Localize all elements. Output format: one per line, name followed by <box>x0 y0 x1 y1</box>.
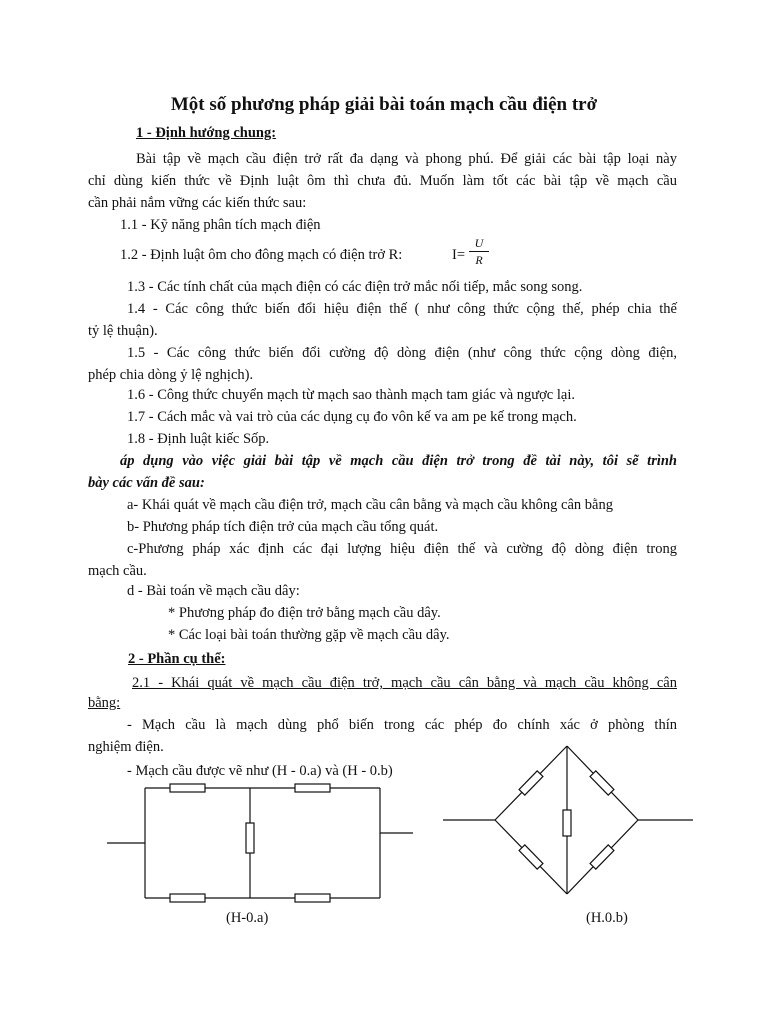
intro-line-2: chỉ dùng kiến thức về Định luật ôm thì chưa đủ. Muốn làm tốt các bài tập về mạch cầu <box>88 173 677 189</box>
page-title: Một số phương pháp giải bài toán mạch cầu điện trở <box>170 94 598 115</box>
intro-line-3: cần phải nắm vững các kiến thức sau: <box>88 195 307 211</box>
item-1-3: 1.3 - Các tính chất của mạch điện có các điện trở mắc nối tiếp, mắc song song. <box>127 279 583 295</box>
item-1-8: 1.8 - Định luật kiếc Sốp. <box>127 431 270 447</box>
item-c-line-2: mạch cầu. <box>88 563 147 579</box>
item-d-sub-1: * Phương pháp đo điện trở bằng mạch cầu dây. <box>168 605 441 621</box>
item-d: d - Bài toán về mạch cầu dây: <box>127 583 300 599</box>
emphasis-line-1: áp dụng vào việc giải bài tập về mạch cầu điện trở trong đề tài này, tôi sẽ trình <box>120 453 677 469</box>
fraction-bar <box>469 251 489 252</box>
item-1-4-line-2: tỷ lệ thuận). <box>88 323 158 339</box>
item-1-7: 1.7 - Cách mắc và vai trò của các dụng cụ đo vôn kế va am pe kế trong mạch. <box>127 409 577 425</box>
figure-b-circuit <box>438 740 698 900</box>
formula-fraction <box>469 236 489 267</box>
figure-b-caption: (H.0.b) <box>586 910 628 926</box>
figure-a-circuit <box>100 778 420 908</box>
section-1-heading: 1 - Định hướng chung: <box>136 125 277 141</box>
item-d-sub-2: * Các loại bài toán thường gặp về mạch cầu dây. <box>168 627 450 643</box>
bridge-para-line-2: nghiệm điện. <box>88 739 164 755</box>
intro-line-1: Bài tập về mạch cầu điện trở rất đa dạng và phong phú. Để giải các bài tập loại này <box>136 151 677 167</box>
formula-denominator: R <box>475 253 483 267</box>
bridge-drawn-line: - Mạch cầu được vẽ như (H - 0.a) và (H - 0.b) <box>127 763 393 779</box>
item-1-4-line-1: 1.4 - Các công thức biến đổi hiệu điện thế ( như công thức cộng thế, phép chia thế <box>127 301 677 317</box>
item-b: b- Phương pháp tích điện trở của mạch cầu tổng quát. <box>127 519 439 535</box>
figure-a-caption: (H-0.a) <box>226 910 269 926</box>
formula-numerator: U <box>474 236 484 250</box>
emphasis-line-2: bày các vấn đề sau: <box>88 475 205 491</box>
item-1-6: 1.6 - Công thức chuyển mạch từ mạch sao thành mạch tam giác và ngược lại. <box>127 387 575 403</box>
section-2-1-line-1: 2.1 - Khái quát về mạch cầu điện trở, mạch cầu cân bằng và mạch cầu không cân <box>132 675 677 691</box>
item-1-5-line-1: 1.5 - Các công thức biến đổi cường độ dòng điện (như công thức cộng dòng điện, <box>127 345 677 361</box>
section-2-1-line-2: bằng: <box>88 695 121 711</box>
bridge-para-line-1: - Mạch cầu là mạch dùng phổ biến trong các phép đo chính xác ở phòng thín <box>127 717 677 733</box>
item-1-5-line-2: phép chia dòng ỷ lệ nghịch). <box>88 367 254 383</box>
item-a: a- Khái quát về mạch cầu điện trở, mạch cầu cân bằng và mạch cầu không cân bằng <box>127 497 613 513</box>
section-2-heading: 2 - Phần cụ thể: <box>128 651 226 667</box>
item-1-1: 1.1 - Kỹ năng phân tích mạch điện <box>120 217 321 233</box>
formula-lhs: I= <box>452 247 466 263</box>
item-c-line-1: c-Phương pháp xác định các đại lượng hiệu điện thế và cường độ dòng điện trong <box>127 541 677 557</box>
item-1-2: 1.2 - Định luật ôm cho đông mạch có điện trở R: <box>120 247 403 263</box>
